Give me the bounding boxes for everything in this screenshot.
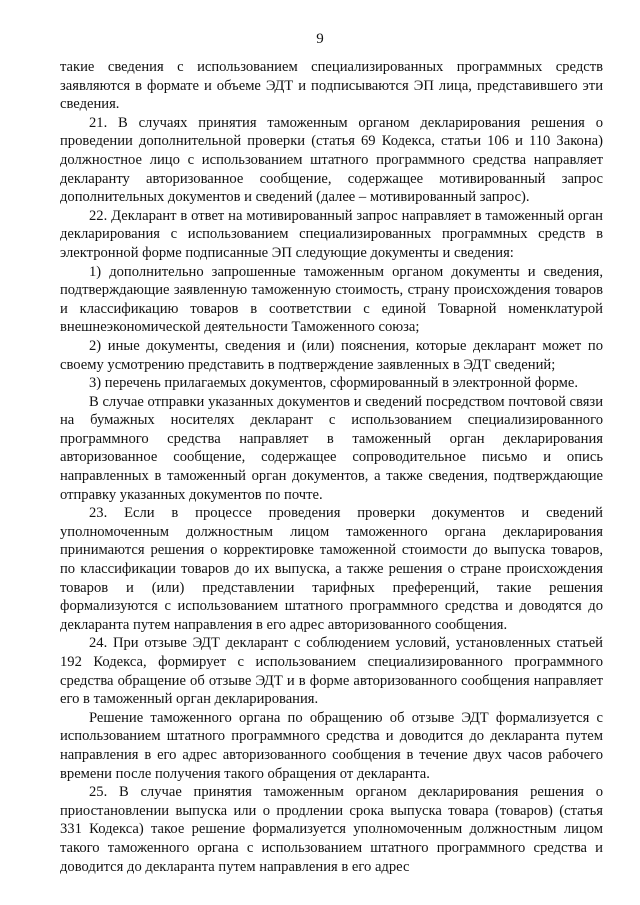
paragraph-subitem-2: 2) иные документы, сведения и (или) пояснения, которые декларант может по своему усмотрению представить в подтверждение заявленных в ЭДТ сведений; (60, 337, 603, 373)
page-number: 9 (316, 31, 324, 47)
paragraph-withdrawal-decision: Решение таможенного органа по обращению об отзыве ЭДТ формализуется с использованием штатного программного средства и доводится до декларанта путем направления в его адрес авторизованного сообщения в течение двух часов рабочего времени после получения такого обращения от декларанта. (60, 709, 603, 782)
document-body (60, 58, 603, 876)
paragraph-item-23: 23. Если в процессе проведения проверки документов и сведений уполномоченным должностным лицом таможенного органа декларирования принимаются решения о корректировке таможенной стоимости до выпуска товаров, по классификации товаров до их выпуска, а также решения о стране происхождения товаров и (или) представлении тарифных преференций, такие решения формализуются с использованием штатного программного средства и доводятся до декларанта путем направления в его адрес авторизованного сообщения. (60, 505, 603, 633)
paragraph-item-24: 24. При отзыве ЭДТ декларант с соблюдением условий, установленных статьей 192 Кодекса, формирует с использованием специализированного программного средства обращение об отзыве ЭДТ и в форме авторизованного сообщения направляет его в таможенный орган декларирования. (60, 635, 603, 708)
paragraph-item-21: 21. В случаях принятия таможенным органом декларирования решения о проведении дополнительной проверки (статья 69 Кодекса, статьи 106 и 110 Закона) должностное лицо с использованием штатного программного средства направляет декларанту авторизованное сообщение, содержащее мотивированный запрос дополнительных документов и сведений (далее – мотивированный запрос). (60, 114, 603, 206)
paragraph-item-25: 25. В случае принятия таможенным органом декларирования решения о приостановлении выпуска или о продлении срока выпуска товара (товаров) (статья 331 Кодекса) такое решение формализуется уполномоченным должностным лицом такого таможенного органа с использованием штатного программного средства и доводится до декларанта путем направления в его адрес (60, 784, 603, 875)
paragraph-subitem-3: 3) перечень прилагаемых документов, сформированный в электронной форме. (89, 375, 579, 392)
paragraph-item-22: 22. Декларант в ответ на мотивированный запрос направляет в таможенный орган декларирования с использованием специализированных программных средств в электронной форме подписанные ЭП следующие документы и сведения: (60, 207, 603, 261)
paragraph-postal-submission: В случае отправки указанных документов и сведений посредством почтовой связи на бумажных носителях декларант с использованием специализированного программного средства направляет в таможенный орган декларирования авторизованное сообщение, содержащее сопроводительное письмо и опись направленных в таможенный орган документов, а также сведения, подтверждающие отправку указанных документов по почте. (60, 393, 603, 503)
paragraph-continuation: такие сведения с использованием специализированных программных средств заявляются в формате и объеме ЭДТ и подписываются ЭП лица, представившего эти сведения. (60, 59, 603, 113)
paragraph-subitem-1: 1) дополнительно запрошенные таможенным органом документы и сведения, подтверждающие заявленную таможенную стоимость, страну происхождения товаров и классификацию товаров в соответствии с единой Товарной номенклатурой внешнеэкономической деятельности Таможенного союза; (60, 263, 603, 336)
